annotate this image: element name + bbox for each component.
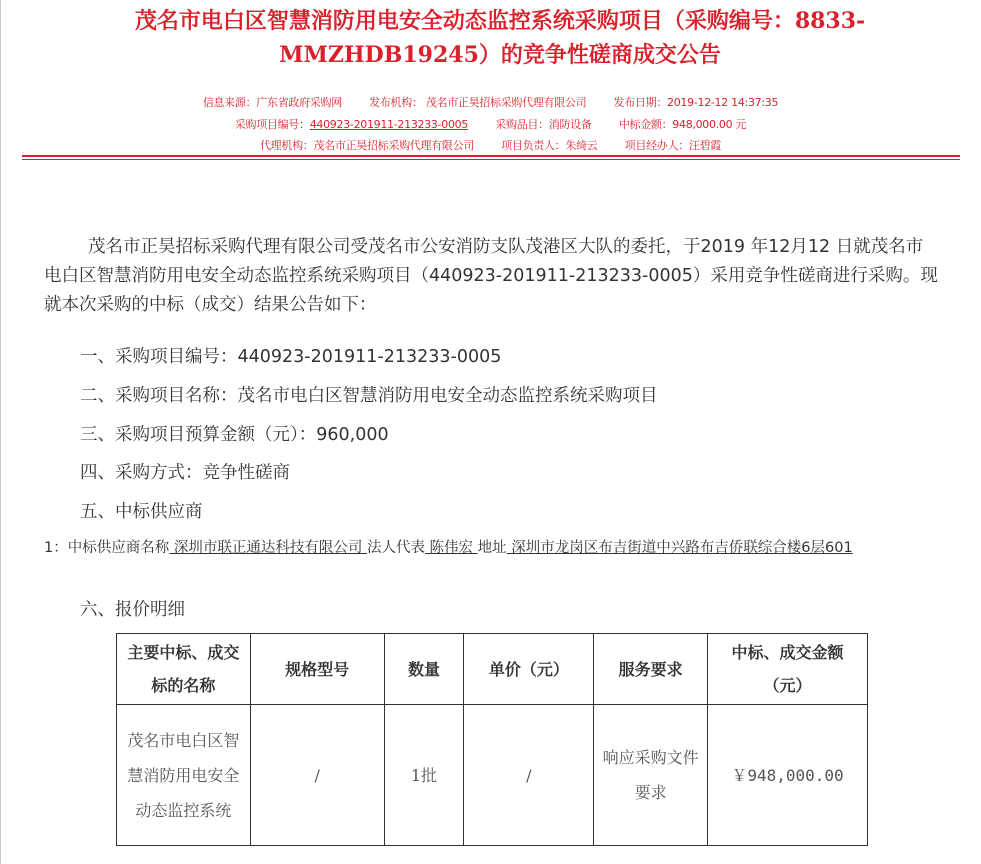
info-source: 信息来源：广东省政府采购网 [202,96,342,109]
project-leader: 项目负责人：朱绮云 [501,139,598,152]
header-quantity: 数量 [384,634,464,705]
address-label: 地址 [477,540,507,556]
project-number [235,118,468,131]
publish-date: 发布日期：2019-12-12 14:37:35 [613,96,779,109]
section-quote-heading: 六、报价明细 [80,600,185,620]
meta-row-2 [0,116,981,132]
intro-paragraph: 茂名市正昊招标采购代理有限公司受茂名市公安消防支队茂港区大队的委托，于2019 年12月12 日就茂名市电白区智慧消防用电安全动态监控系统采购项目（440923-201911-213233-0005）采用竞争性磋商进行采购。现就本次采购的中标（成交）结果公告如下： [44,237,938,315]
legal-rep-label: 法人代表 [366,540,425,556]
project-number-link[interactable]: 440923-201911-213233-0005 [309,118,469,131]
supplier-name: 深圳市联正通达科技有限公司 [169,540,367,556]
header-service: 服务要求 [594,634,708,705]
supplier-prefix: 1：中标供应商名称 [44,540,170,556]
supplier-line [44,539,944,558]
category: 采购品目：消防设备 [495,118,592,131]
section-supplier-heading: 五、中标供应商 [80,502,203,522]
cell-service: 响应采购文件要求 [594,705,708,846]
quote-table [116,633,868,846]
header-divider-thin [22,159,960,160]
cell-spec: / [250,705,384,846]
project-handler: 项目经办人：汪碧霞 [624,139,722,152]
section-budget: 三、采购项目预算金额（元）：960,000 [80,425,389,445]
project-number-label: 采购项目编号： [234,118,310,131]
cell-item-name: 茂名市电白区智慧消防用电安全动态监控系统 [117,705,251,846]
section-method: 四、采购方式：竞争性磋商 [80,463,290,483]
cell-quantity: 1批 [384,705,464,846]
award-amount: 中标金额：948,000.00 元 [618,118,747,131]
page-title: 茂名市电白区智慧消防用电安全动态监控系统采购项目（采购编号：8833-MMZHDB19245）的竞争性磋商成交公告 [134,8,866,68]
supplier-address: 深圳市龙岗区布吉街道中兴路布吉侨联综合楼6层601 [506,540,853,556]
section-project-number: 一、采购项目编号：440923-201911-213233-0005 [80,347,502,367]
header-unit-price: 单价（元） [464,634,594,705]
section-project-name: 二、采购项目名称：茂名市电白区智慧消防用电安全动态监控系统采购项目 [80,386,658,406]
table-row [117,705,868,846]
agency: 代理机构：茂名市正昊招标采购代理有限公司 [259,139,474,152]
header-spec: 规格型号 [250,634,384,705]
cell-unit-price: / [464,705,594,846]
header-amount: 中标、成交金额（元） [708,634,868,705]
table-header-row [117,634,868,705]
header-item-name: 主要中标、成交标的名称 [117,634,251,705]
header-divider [22,155,960,157]
meta-row-3 [0,137,981,153]
meta-row-1 [0,94,981,110]
legal-rep: 陈伟宏 [424,540,478,556]
publisher: 发布机构： 茂名市正昊招标采购代理有限公司 [369,96,587,109]
cell-amount: ￥948,000.00 [708,705,868,846]
